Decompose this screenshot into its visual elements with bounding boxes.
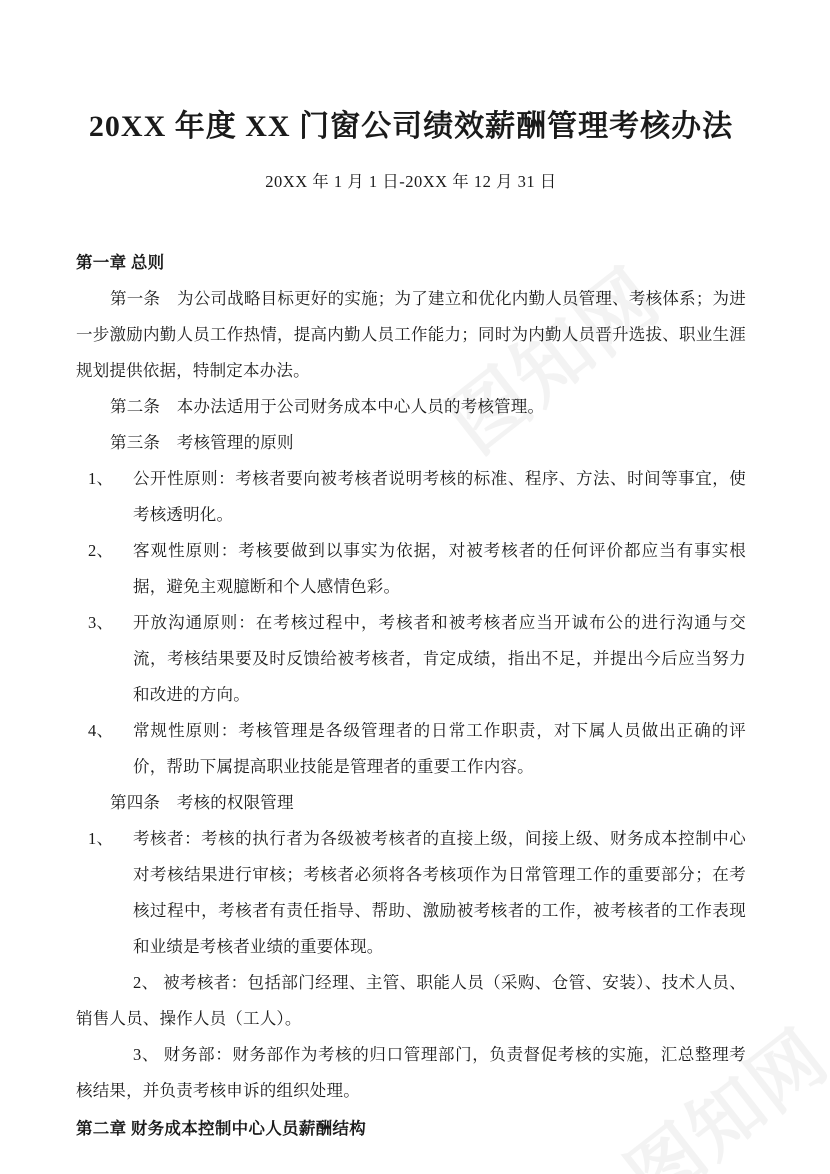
- list-text: 客观性原则：考核要做到以事实为依据，对被考核者的任何评价都应当有事实根据，避免主观臆断和个人感情色彩。: [133, 540, 746, 596]
- list-item: [76, 461, 746, 533]
- list-text: 财务部：财务部作为考核的归口管理部门，负责督促考核的实施，汇总整理考核结果，并负责考核申诉的组织处理。: [76, 1044, 746, 1100]
- article-3-title: 第三条 考核管理的原则: [110, 432, 294, 452]
- list-marker: 2、: [133, 972, 159, 992]
- list-text: 公开性原则：考核者要向被考核者说明考核的标准、程序、方法、时间等事宜，使考核透明化。: [133, 468, 746, 524]
- list-item: [76, 1037, 746, 1109]
- list-item: [76, 605, 746, 713]
- list-marker: 1、: [88, 828, 114, 848]
- list-text: 常规性原则：考核管理是各级管理者的日常工作职责，对下属人员做出正确的评价，帮助下属提高职业技能是管理者的重要工作内容。: [133, 720, 746, 776]
- chapter-1-heading: 第一章 总则: [76, 252, 165, 272]
- list-text: 考核者：考核的执行者为各级被考核者的直接上级，间接上级、财务成本控制中心对考核结果进行审核；考核者必须将各考核项作为日常管理工作的重要部分；在考核过程中，考核者有责任指导、帮助、激励被考核者的工作，被考核者的工作表现和业绩是考核者业绩的重要体现。: [133, 828, 746, 956]
- list-text: 开放沟通原则：在考核过程中，考核者和被考核者应当开诚布公的进行沟通与交流，考核结果要及时反馈给被考核者，肯定成绩，指出不足，并提出今后应当努力和改进的方向。: [133, 612, 746, 704]
- article-2: 第二条 本办法适用于公司财务成本中心人员的考核管理。: [110, 396, 545, 416]
- authorities-list: [76, 821, 746, 1109]
- article-1: 第一条 为公司战略目标更好的实施；为了建立和优化内勤人员管理、考核体系；为进一步激励内勤人员工作热情，提高内勤人员工作能力；同时为内勤人员晋升选拔、职业生涯规划提供依据，特制定本办法。: [76, 288, 746, 380]
- list-item: [76, 965, 746, 1037]
- list-item: [76, 821, 746, 965]
- article-4-title: 第四条 考核的权限管理: [110, 792, 294, 812]
- list-marker: 4、: [88, 720, 114, 740]
- list-marker: 3、: [133, 1044, 160, 1064]
- document-title: 20XX 年度 XX 门窗公司绩效薪酬管理考核办法: [88, 110, 734, 143]
- list-text: 被考核者：包括部门经理、主管、职能人员（采购、仓管、安装）、技术人员、销售人员、操作人员（工人）。: [76, 972, 747, 1028]
- principles-list: [76, 461, 746, 785]
- chapter-2-heading: 第二章 财务成本控制中心人员薪酬结构: [76, 1118, 367, 1138]
- list-marker: 1、: [88, 468, 114, 488]
- list-item: [76, 533, 746, 605]
- list-marker: 3、: [88, 612, 114, 632]
- document-subtitle: 20XX 年 1 月 1 日-20XX 年 12 月 31 日: [265, 171, 557, 191]
- list-marker: 2、: [88, 540, 114, 560]
- list-item: [76, 713, 746, 785]
